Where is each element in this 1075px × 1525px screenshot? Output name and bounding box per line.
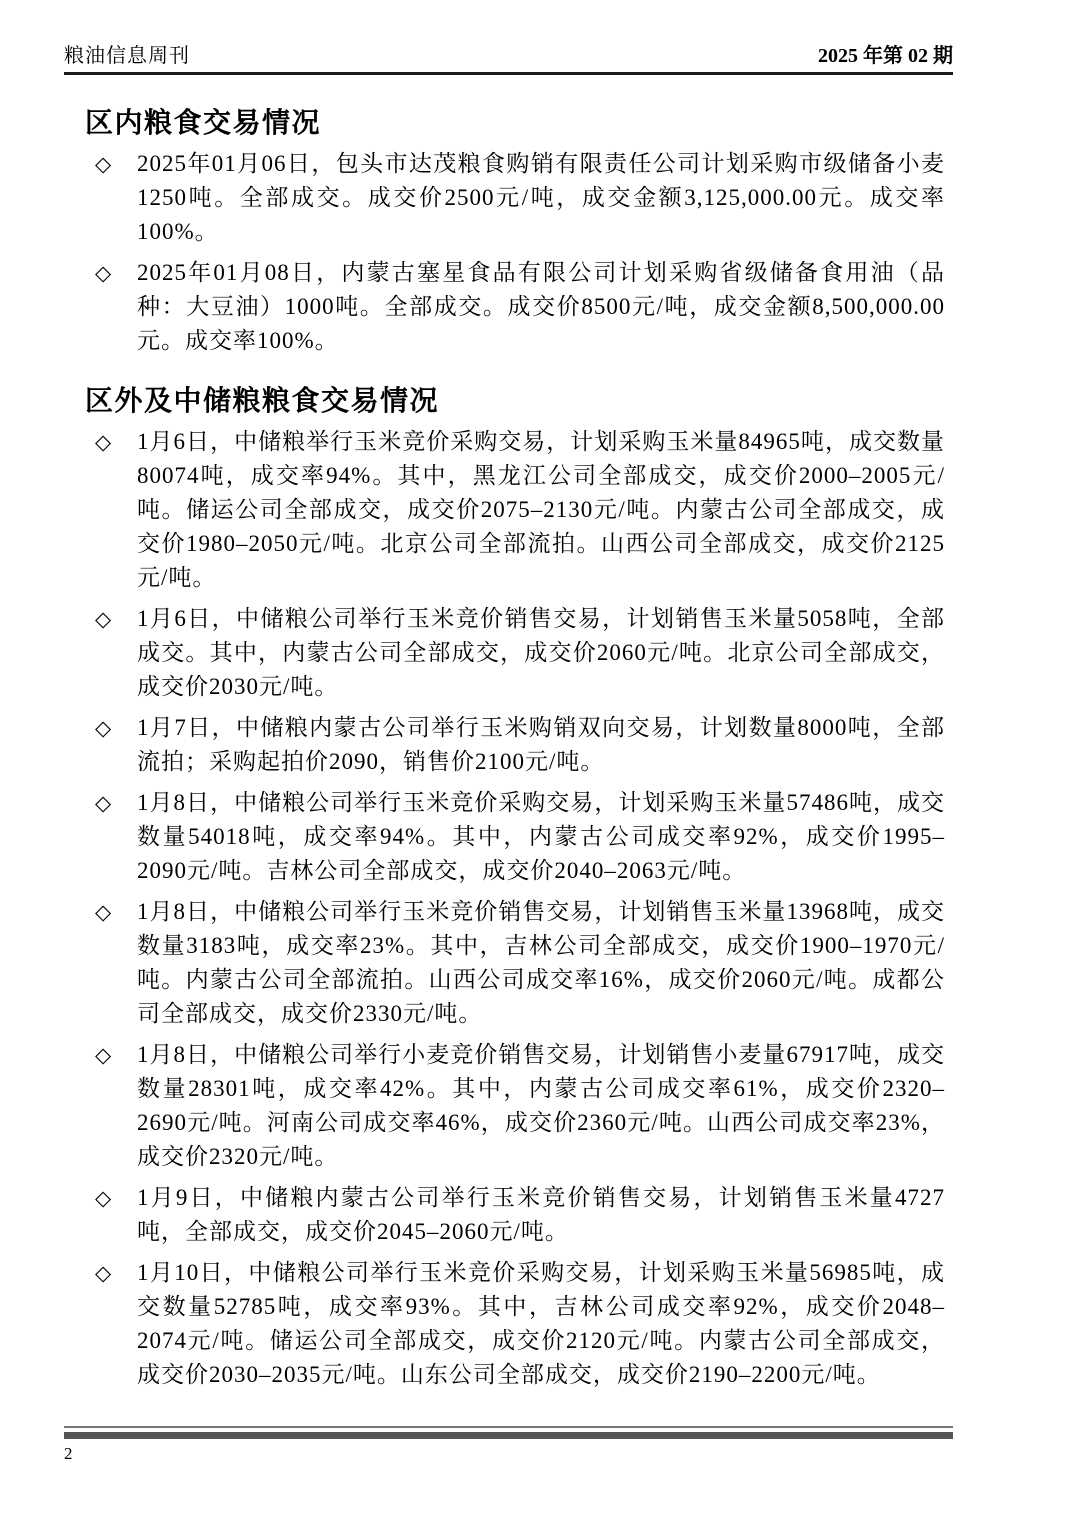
list-item bbox=[95, 1038, 976, 1174]
section bbox=[64, 106, 1075, 358]
list-item bbox=[95, 425, 976, 595]
list-item-text: 2025年01月08日，内蒙古塞星食品有限公司计划采购省级储备食用油（品种：大豆油）1000吨。全部成交。成交价8500元/吨，成交金额8,500,000.00元。成交率100%。 bbox=[137, 260, 945, 353]
list-item bbox=[95, 602, 976, 704]
list-item-text: 1月7日，中储粮内蒙古公司举行玉米购销双向交易，计划数量8000吨，全部流拍；采购起拍价2090，销售价2100元/吨。 bbox=[137, 715, 945, 774]
list-item-text: 1月10日，中储粮公司举行玉米竞价采购交易，计划采购玉米量56985吨，成交数量52785吨，成交率93%。其中，吉林公司成交率92%，成交价2048–2074元/吨。储运公司全部成交，成交价2120元/吨。内蒙古公司全部成交，成交价2030–2035元/吨。山东公司全部成交，成交价2190–2200元/吨。 bbox=[137, 1260, 945, 1387]
footer-rule-thin bbox=[64, 1426, 953, 1428]
page-number: 2 bbox=[64, 1444, 73, 1463]
diamond-bullet-icon: ◇ bbox=[95, 791, 112, 815]
list-item bbox=[95, 895, 976, 1031]
diamond-bullet-icon: ◇ bbox=[95, 152, 112, 176]
diamond-bullet-icon: ◇ bbox=[95, 607, 112, 631]
section-title: 区内粮食交易情况 bbox=[85, 107, 322, 138]
issue-label: 2025 年第 02 期 bbox=[818, 45, 953, 67]
list-item-text: 1月8日，中储粮公司举行玉米竞价采购交易，计划采购玉米量57486吨，成交数量54018吨，成交率94%。其中，内蒙古公司成交率92%，成交价1995–2090元/吨。吉林公司全部成交，成交价2040–2063元/吨。 bbox=[137, 790, 945, 883]
section-title: 区外及中储粮粮食交易情况 bbox=[85, 385, 440, 416]
diamond-bullet-icon: ◇ bbox=[95, 716, 112, 740]
diamond-bullet-icon: ◇ bbox=[95, 900, 112, 924]
list-item bbox=[95, 147, 976, 249]
diamond-bullet-icon: ◇ bbox=[95, 261, 112, 285]
list-item bbox=[95, 1256, 976, 1392]
document-body bbox=[64, 106, 1075, 1392]
journal-title: 粮油信息周刊 bbox=[64, 45, 190, 67]
list-item bbox=[95, 1181, 976, 1249]
list-item-text: 1月9日，中储粮内蒙古公司举行玉米竞价销售交易，计划销售玉米量4727吨，全部成交，成交价2045–2060元/吨。 bbox=[137, 1185, 945, 1244]
list-item-text: 1月6日，中储粮公司举行玉米竞价销售交易，计划销售玉米量5058吨，全部成交。其中，内蒙古公司全部成交，成交价2060元/吨。北京公司全部成交，成交价2030元/吨。 bbox=[137, 606, 945, 699]
list-item-text: 2025年01月06日，包头市达茂粮食购销有限责任公司计划采购市级储备小麦1250吨。全部成交。成交价2500元/吨，成交金额3,125,000.00元。成交率100%。 bbox=[137, 151, 945, 244]
diamond-bullet-icon: ◇ bbox=[95, 1186, 112, 1210]
list-item bbox=[95, 786, 976, 888]
page-header bbox=[64, 45, 953, 75]
page-footer bbox=[64, 1426, 953, 1463]
diamond-bullet-icon: ◇ bbox=[95, 430, 112, 454]
list-item-text: 1月8日，中储粮公司举行小麦竞价销售交易，计划销售小麦量67917吨，成交数量28301吨，成交率42%。其中，内蒙古公司成交率61%，成交价2320–2690元/吨。河南公司成交率46%，成交价2360元/吨。山西公司成交率23%，成交价2320元/吨。 bbox=[137, 1042, 945, 1169]
list-item bbox=[95, 711, 976, 779]
diamond-bullet-icon: ◇ bbox=[95, 1261, 112, 1285]
list-item-text: 1月8日，中储粮公司举行玉米竞价销售交易，计划销售玉米量13968吨，成交数量3183吨，成交率23%。其中，吉林公司全部成交，成交价1900–1970元/吨。内蒙古公司全部流拍。山西公司成交率16%，成交价2060元/吨。成都公司全部成交，成交价2330元/吨。 bbox=[137, 899, 945, 1026]
diamond-bullet-icon: ◇ bbox=[95, 1043, 112, 1067]
list-item bbox=[95, 256, 976, 358]
section bbox=[64, 384, 1075, 1392]
list-item-text: 1月6日，中储粮举行玉米竞价采购交易，计划采购玉米量84965吨，成交数量80074吨，成交率94%。其中，黑龙江公司全部成交，成交价2000–2005元/吨。储运公司全部成交，成交价2075–2130元/吨。内蒙古公司全部成交，成交价1980–2050元/吨。北京公司全部流拍。山西公司全部成交，成交价2125元/吨。 bbox=[137, 429, 945, 590]
footer-rule-thick bbox=[64, 1432, 953, 1439]
